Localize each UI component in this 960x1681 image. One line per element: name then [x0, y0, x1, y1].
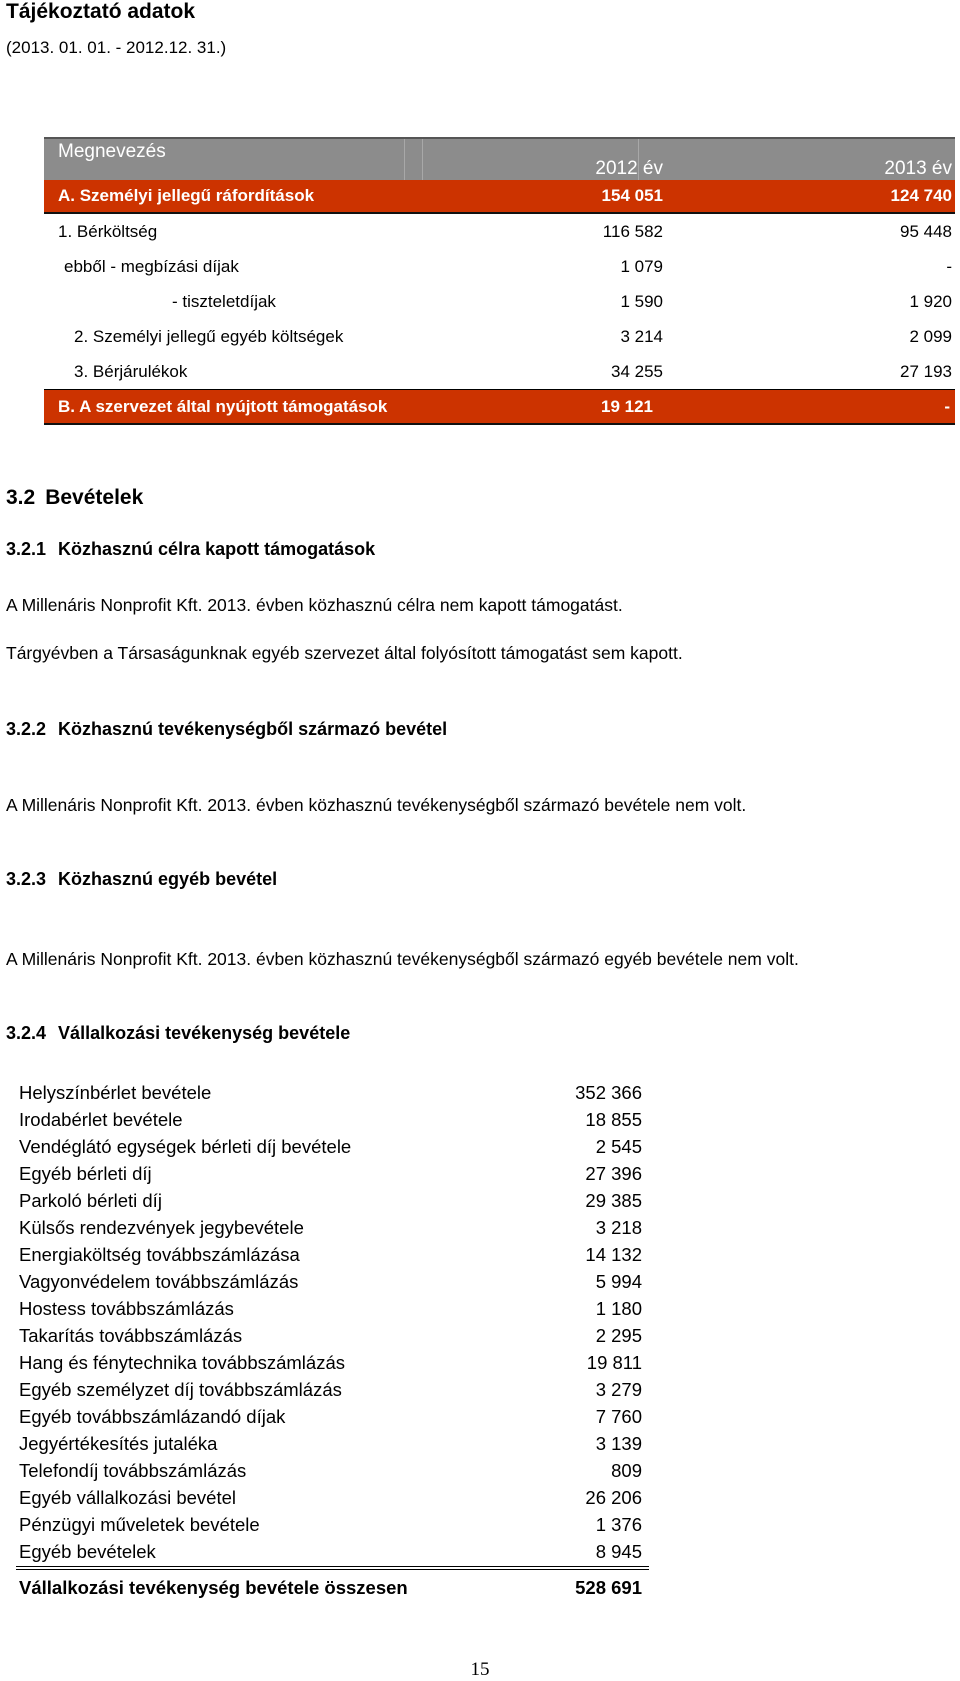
subsection-number: 3.2.3	[6, 869, 47, 889]
expenses-table	[44, 137, 955, 425]
item-value: 27 396	[585, 1163, 642, 1184]
row-value-2013: -	[946, 256, 952, 276]
paragraph: A Millenáris Nonprofit Kft. 2013. évben közhasznú tevékenységből származó bevétele nem volt.	[6, 795, 747, 815]
row-value-2013: 2 099	[909, 326, 952, 346]
list-item	[16, 1107, 649, 1134]
subsection-heading-3-2-1	[6, 539, 375, 560]
total-label: Vállalkozási tevékenység bevétele összesen	[19, 1577, 408, 1598]
item-value: 5 994	[595, 1271, 642, 1292]
row-value-2012: 34 255	[611, 361, 663, 381]
list-item	[16, 1080, 649, 1107]
subsection-heading-3-2-2	[6, 719, 447, 740]
item-value: 2 545	[595, 1136, 642, 1157]
row-value-2012: 1 079	[620, 256, 663, 276]
row-value-2012: 154 051	[601, 186, 663, 205]
item-label: Hang és fénytechnika továbbszámlázás	[19, 1352, 345, 1373]
section-title: Bevételek	[45, 486, 144, 509]
item-value: 3 218	[595, 1217, 642, 1238]
subsection-number: 3.2.2	[6, 719, 47, 739]
subsection-number: 3.2.4	[6, 1023, 47, 1043]
item-value: 18 855	[585, 1109, 642, 1130]
row-value-2013: 95 448	[900, 221, 952, 241]
subsection-title: Közhasznú tevékenységből származó bevétel	[58, 719, 448, 739]
item-value: 1 376	[595, 1514, 642, 1535]
table-row	[44, 284, 955, 319]
list-item	[16, 1539, 649, 1567]
row-value-2012: 19 121	[601, 396, 653, 416]
row-value-2013: 27 193	[900, 361, 952, 381]
list-item	[16, 1323, 649, 1350]
item-value: 352 366	[575, 1082, 642, 1103]
subsection-title: Közhasznú célra kapott támogatások	[58, 539, 376, 559]
row-label: 3. Bérjárulékok	[74, 361, 188, 381]
item-value: 809	[611, 1460, 642, 1481]
item-value: 3 279	[595, 1379, 642, 1400]
item-label: Egyéb bérleti díj	[19, 1163, 152, 1184]
reporting-period: (2013. 01. 01. - 2012.12. 31.)	[6, 38, 227, 57]
list-item	[16, 1458, 649, 1485]
row-label: - tiszteletdíjak	[172, 291, 276, 311]
section-number: 3.2	[6, 486, 36, 509]
table-row	[44, 354, 955, 389]
item-label: Helyszínbérlet bevétele	[19, 1082, 212, 1103]
list-item	[16, 1404, 649, 1431]
row-value-2013: 124 740	[890, 186, 952, 205]
paragraph: A Millenáris Nonprofit Kft. 2013. évben közhasznú tevékenységből származó egyéb bevétele nem volt.	[6, 949, 799, 969]
list-item	[16, 1296, 649, 1323]
subsection-heading-3-2-3	[6, 869, 277, 890]
item-value: 3 139	[595, 1433, 642, 1454]
table-row	[44, 389, 955, 425]
item-label: Takarítás továbbszámlázás	[19, 1325, 243, 1346]
list-item	[16, 1485, 649, 1512]
item-value: 26 206	[585, 1487, 642, 1508]
subsection-heading-3-2-4	[6, 1023, 350, 1044]
row-label: 1. Bérköltség	[58, 221, 158, 241]
item-value: 1 180	[595, 1298, 642, 1319]
item-label: Egyéb bevételek	[19, 1541, 156, 1562]
item-label: Külsős rendezvények jegybevétele	[19, 1217, 304, 1238]
row-label: 2. Személyi jellegű egyéb költségek	[74, 326, 344, 346]
item-label: Jegyértékesítés jutaléka	[19, 1433, 218, 1454]
item-label: Telefondíj továbbszámlázás	[19, 1460, 247, 1481]
list-item	[16, 1161, 649, 1188]
page-number: 15	[470, 1659, 490, 1680]
item-label: Egyéb vállalkozási bevétel	[19, 1487, 236, 1508]
row-value-2012: 1 590	[620, 291, 663, 311]
row-value-2012: 3 214	[620, 326, 663, 346]
section-heading-3-2	[6, 486, 143, 510]
table-row	[44, 180, 955, 214]
list-item	[16, 1350, 649, 1377]
item-value: 19 811	[586, 1352, 642, 1373]
item-value: 29 385	[585, 1190, 642, 1211]
item-label: Egyéb személyzet díj továbbszámlázás	[19, 1379, 342, 1400]
item-label: Energiaköltség továbbszámlázása	[19, 1244, 300, 1265]
document-title: Tájékoztató adatok	[6, 0, 196, 23]
list-item	[16, 1512, 649, 1539]
table-row	[44, 249, 955, 284]
item-label: Parkoló bérleti díj	[19, 1190, 162, 1211]
item-label: Pénzügyi műveletek bevétele	[19, 1514, 260, 1535]
row-value-2013: -	[944, 396, 950, 416]
row-label: A. Személyi jellegű ráfordítások	[58, 186, 315, 205]
column-header-name: Megnevezés	[58, 140, 166, 162]
revenue-list	[16, 1080, 649, 1600]
list-item	[16, 1269, 649, 1296]
row-value-2012: 116 582	[602, 221, 663, 241]
list-item	[16, 1134, 649, 1161]
column-header-2012: 2012 év	[595, 157, 663, 179]
table-header-row	[44, 137, 955, 180]
row-label: ebből - megbízási díjak	[64, 256, 239, 276]
list-item	[16, 1188, 649, 1215]
item-value: 7 760	[595, 1406, 642, 1427]
item-value: 2 295	[595, 1325, 642, 1346]
list-item	[16, 1215, 649, 1242]
table-row	[44, 319, 955, 354]
table-row	[44, 214, 955, 249]
row-value-2013: 1 920	[909, 291, 952, 311]
subsection-title: Vállalkozási tevékenység bevétele	[58, 1023, 351, 1043]
subsection-number: 3.2.1	[6, 539, 47, 559]
item-label: Hostess továbbszámlázás	[19, 1298, 234, 1319]
total-row	[16, 1569, 649, 1600]
item-label: Vagyonvédelem továbbszámlázás	[19, 1271, 299, 1292]
item-label: Irodabérlet bevétele	[19, 1109, 183, 1130]
item-value: 8 945	[595, 1541, 642, 1562]
row-label: B. A szervezet által nyújtott támogatások	[58, 396, 388, 416]
total-value: 528 691	[575, 1577, 642, 1598]
list-item	[16, 1242, 649, 1269]
item-label: Vendéglátó egységek bérleti díj bevétele	[19, 1136, 352, 1157]
list-item	[16, 1431, 649, 1458]
paragraph: Tárgyévben a Társaságunknak egyéb szervezet által folyósított támogatást sem kapott.	[6, 643, 683, 663]
list-item	[16, 1377, 649, 1404]
item-value: 14 132	[585, 1244, 642, 1265]
subsection-title: Közhasznú egyéb bevétel	[58, 869, 278, 889]
paragraph: A Millenáris Nonprofit Kft. 2013. évben közhasznú célra nem kapott támogatást.	[6, 595, 623, 615]
column-header-2013: 2013 év	[884, 157, 952, 179]
item-label: Egyéb továbbszámlázandó díjak	[19, 1406, 286, 1427]
